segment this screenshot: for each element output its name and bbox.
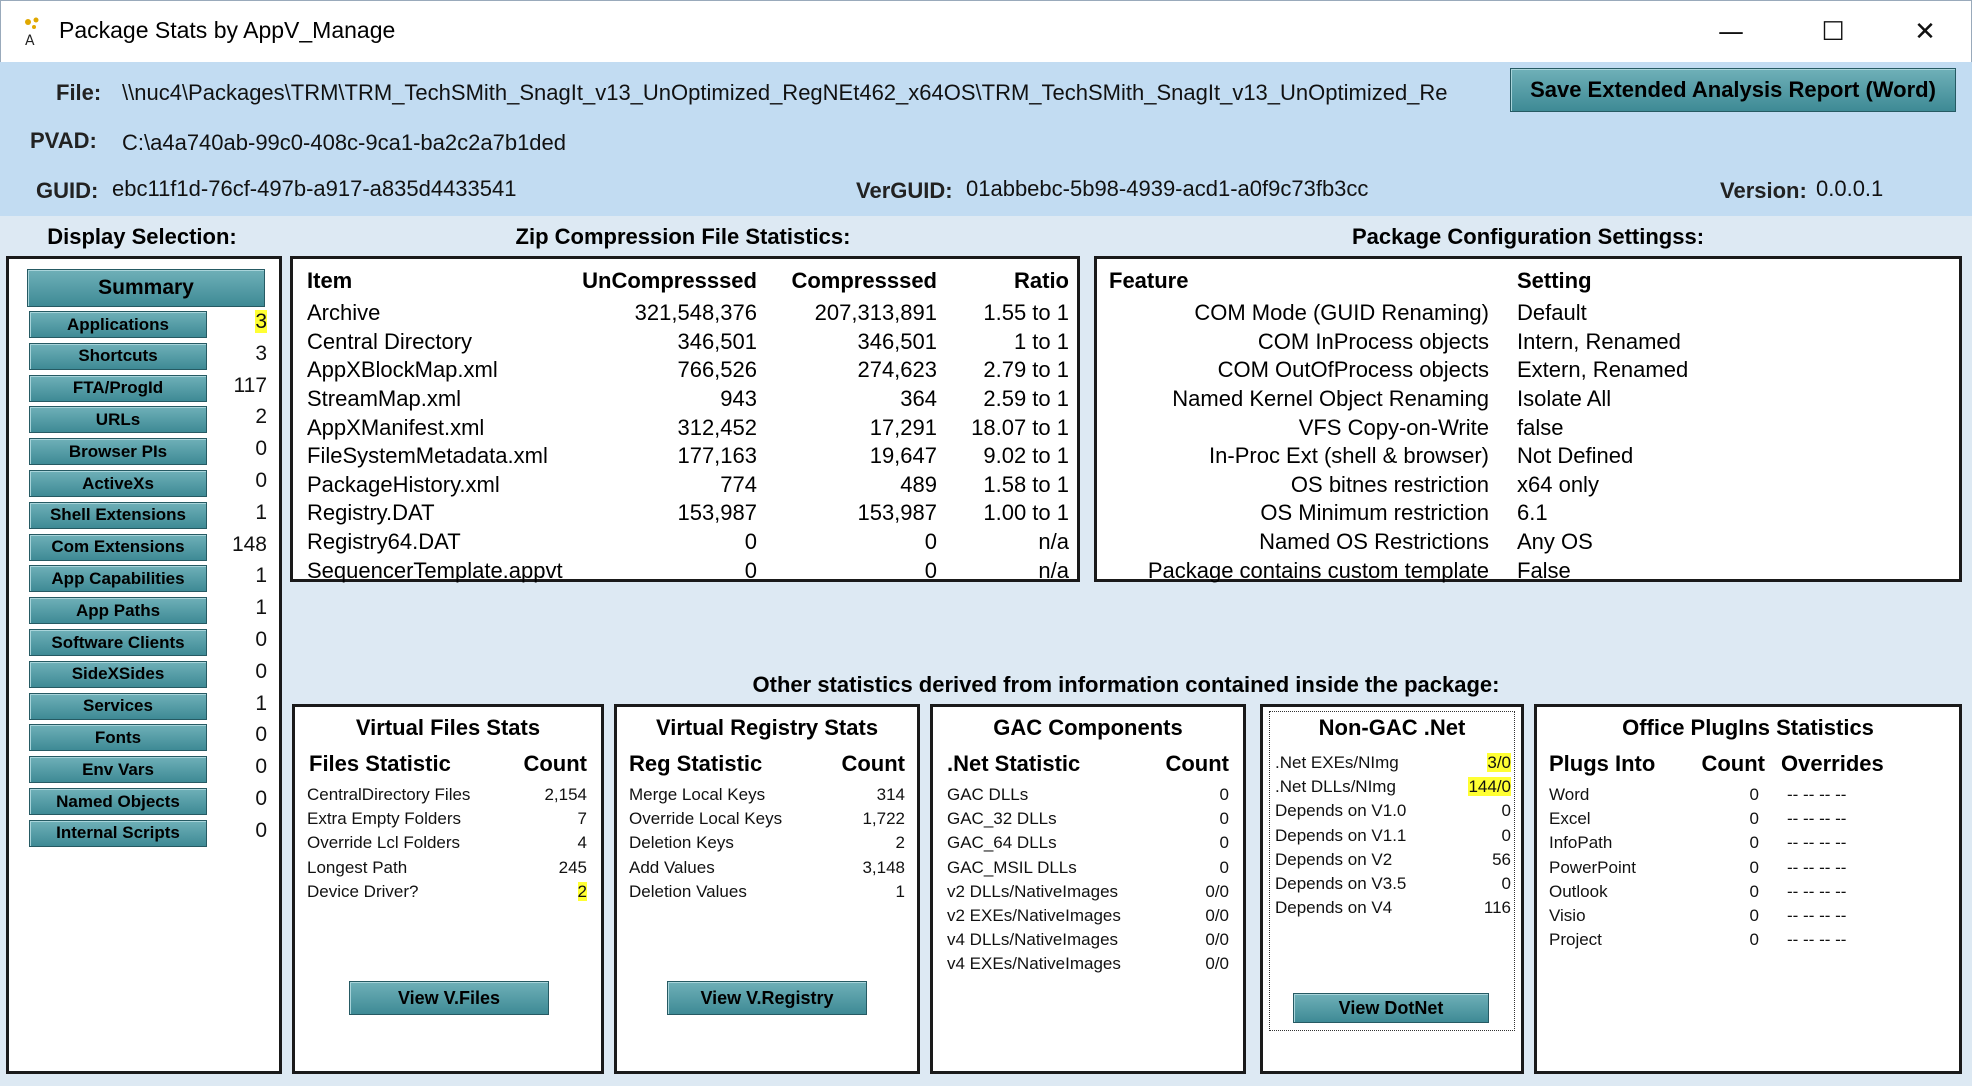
zip-row bbox=[307, 471, 1069, 500]
config-feature: COM InProcess objects bbox=[1257, 328, 1489, 354]
col-ratio: Ratio bbox=[1014, 268, 1069, 293]
zip-stats-panel bbox=[290, 256, 1080, 582]
zip-ratio: n/a bbox=[1038, 529, 1069, 555]
zip-ratio: 1.00 to 1 bbox=[983, 500, 1069, 526]
nongac-row-value-text: 116 bbox=[1483, 898, 1511, 918]
config-feature: COM Mode (GUID Renaming) bbox=[1194, 300, 1489, 326]
nav-count bbox=[217, 374, 267, 398]
zip-stats-table bbox=[307, 263, 1069, 585]
zip-compressed: 19,647 bbox=[869, 443, 937, 469]
vreg-row-label: Deletion Values bbox=[629, 881, 747, 901]
title-bar bbox=[0, 0, 1972, 62]
config-setting: Intern, Renamed bbox=[1517, 328, 1681, 354]
gac-row-value bbox=[1129, 809, 1229, 829]
vfiles-row-label: Extra Empty Folders bbox=[307, 809, 461, 829]
non-gac-net-panel bbox=[1260, 704, 1524, 1074]
version-value: 0.0.0.1 bbox=[1816, 176, 1884, 201]
nav-item-activexs[interactable]: ActiveXs bbox=[29, 470, 207, 497]
vreg-row-label: Merge Local Keys bbox=[629, 785, 766, 804]
nav-item-fta-progid[interactable]: FTA/ProgId bbox=[29, 375, 207, 402]
vfiles-row-value-text: 2 bbox=[577, 881, 587, 901]
zip-row bbox=[307, 499, 1069, 528]
nongac-row-value bbox=[1411, 753, 1511, 773]
nav-count bbox=[217, 755, 267, 779]
nav-count bbox=[217, 533, 267, 557]
gac-row-label: v4 EXEs/NativeImages bbox=[947, 954, 1121, 974]
vfiles-row-label: CentralDirectory Files bbox=[307, 785, 471, 804]
gac-row-value-text: 0/0 bbox=[1205, 906, 1229, 925]
config-header-row bbox=[1109, 263, 1949, 299]
zip-compressed: 0 bbox=[924, 529, 937, 555]
nav-count bbox=[217, 501, 267, 525]
version-label: Version: bbox=[1720, 178, 1807, 203]
file-label: File: bbox=[56, 80, 102, 105]
office-row-label: InfoPath bbox=[1549, 833, 1613, 853]
zip-item: SequencerTemplate.appvt bbox=[307, 557, 563, 583]
office-col-plugs: Plugs Into bbox=[1549, 751, 1656, 776]
col-compressed: Compresssed bbox=[791, 268, 937, 293]
office-col-overrides: Overrides bbox=[1781, 751, 1884, 776]
nav-item-shortcuts[interactable]: Shortcuts bbox=[29, 343, 207, 370]
office-title: Office PlugIns Statistics bbox=[1622, 715, 1874, 740]
nav-item-named-objects[interactable]: Named Objects bbox=[29, 788, 207, 815]
zip-row bbox=[307, 299, 1069, 328]
nav-count bbox=[217, 723, 267, 747]
zip-uncompressed: 774 bbox=[720, 471, 757, 497]
zip-uncompressed: 312,452 bbox=[677, 414, 757, 440]
vfiles-row-value bbox=[487, 882, 587, 902]
gac-col-count: Count bbox=[1165, 751, 1229, 776]
zip-row bbox=[307, 442, 1069, 471]
zip-ratio: 1 to 1 bbox=[1013, 328, 1069, 354]
nav-count-value: 0 bbox=[255, 755, 267, 779]
zip-compressed: 274,623 bbox=[857, 357, 937, 383]
config-row bbox=[1109, 356, 1949, 385]
gac-row-value bbox=[1129, 906, 1229, 926]
zip-ratio: n/a bbox=[1038, 557, 1069, 583]
vreg-row-value bbox=[805, 858, 905, 878]
vreg-row-value-text: 3,148 bbox=[862, 857, 905, 877]
nongac-row-label: Depends on V4 bbox=[1275, 898, 1393, 918]
verguid-label: VerGUID: bbox=[856, 178, 953, 203]
col-uncompressed: UnCompresssed bbox=[582, 268, 757, 293]
office-row-count: 0 bbox=[1749, 809, 1759, 829]
gac-row-value bbox=[1129, 954, 1229, 974]
config-setting: false bbox=[1517, 414, 1564, 440]
vreg-row-value-text: 314 bbox=[876, 785, 905, 804]
nongac-row-value bbox=[1411, 850, 1511, 870]
vfiles-row-value-text: 4 bbox=[577, 833, 587, 853]
nav-count bbox=[217, 437, 267, 461]
office-row-count: 0 bbox=[1749, 857, 1759, 877]
zip-item: Archive bbox=[307, 300, 381, 326]
gac-row-label: GAC DLLs bbox=[947, 785, 1029, 804]
nongac-row-value-text: 144/0 bbox=[1468, 777, 1511, 797]
office-row-overrides: -- -- -- -- bbox=[1787, 833, 1847, 853]
gac-row-label: GAC_64 DLLs bbox=[947, 833, 1057, 853]
summary-button[interactable]: Summary bbox=[27, 269, 265, 307]
vreg-col-count: Count bbox=[841, 751, 905, 776]
view-vfiles-button[interactable]: View V.Files bbox=[349, 981, 549, 1015]
nav-item-com-extensions[interactable]: Com Extensions bbox=[29, 534, 207, 561]
gac-row-label: v4 DLLs/NativeImages bbox=[947, 930, 1119, 950]
nav-count-value: 1 bbox=[255, 596, 267, 620]
pvad-label: PVAD: bbox=[30, 128, 97, 153]
config-row bbox=[1109, 471, 1949, 500]
nav-count-value: 0 bbox=[255, 437, 267, 461]
nav-count-value: 2 bbox=[255, 405, 267, 429]
nav-count bbox=[217, 564, 267, 588]
main-area bbox=[0, 216, 1972, 1086]
zip-header-row bbox=[307, 263, 1069, 299]
gac-row-value bbox=[1129, 858, 1229, 878]
nongac-row-label: .Net EXEs/NImg bbox=[1275, 753, 1399, 772]
nongac-row-value bbox=[1411, 898, 1511, 918]
minimize-button[interactable]: — bbox=[1718, 17, 1744, 47]
zip-row bbox=[307, 413, 1069, 442]
gac-row-value bbox=[1129, 833, 1229, 853]
zip-ratio: 1.58 to 1 bbox=[983, 471, 1069, 497]
zip-ratio: 1.55 to 1 bbox=[983, 300, 1069, 326]
vreg-title: Virtual Registry Stats bbox=[655, 715, 879, 740]
nav-count-value: 0 bbox=[255, 787, 267, 810]
office-row-label: PowerPoint bbox=[1549, 857, 1636, 877]
vfiles-row-label: Longest Path bbox=[307, 857, 408, 877]
zip-compressed: 346,501 bbox=[857, 328, 937, 354]
config-row bbox=[1109, 442, 1949, 471]
nav-item-sidexsides[interactable]: SideXSides bbox=[29, 661, 207, 688]
vfiles-row-label: Override Lcl Folders bbox=[307, 833, 461, 853]
zip-uncompressed: 0 bbox=[744, 529, 757, 555]
zip-ratio: 9.02 to 1 bbox=[983, 443, 1069, 469]
config-feature: OS Minimum restriction bbox=[1260, 500, 1489, 526]
office-row-count: 0 bbox=[1749, 833, 1759, 853]
vfiles-row-value-text: 7 bbox=[577, 809, 587, 829]
vreg-row-value bbox=[805, 785, 905, 805]
gac-row-value-text: 0/0 bbox=[1205, 954, 1229, 974]
nav-count-value: 3 bbox=[255, 310, 267, 333]
nav-count-value: 3 bbox=[255, 341, 267, 365]
zip-item: PackageHistory.xml bbox=[307, 471, 500, 497]
zip-item: AppXBlockMap.xml bbox=[307, 357, 498, 383]
nongac-row-value-text: 56 bbox=[1492, 849, 1511, 869]
nav-item-fonts[interactable]: Fonts bbox=[29, 724, 207, 751]
config-feature: In-Proc Ext (shell & browser) bbox=[1209, 443, 1489, 469]
gac-row-value-text: 0 bbox=[1219, 857, 1229, 877]
gac-title: GAC Components bbox=[993, 715, 1183, 740]
nav-count-value: 1 bbox=[255, 564, 267, 588]
vreg-row-value bbox=[805, 833, 905, 853]
zip-ratio: 2.59 to 1 bbox=[983, 386, 1069, 412]
vreg-row-value bbox=[805, 809, 905, 829]
nongac-row-label: Depends on V2 bbox=[1275, 849, 1393, 869]
zip-row bbox=[307, 385, 1069, 414]
nav-count-value: 0 bbox=[255, 818, 267, 842]
config-setting: x64 only bbox=[1517, 471, 1599, 497]
vfiles-row-value-text: 2,154 bbox=[544, 785, 587, 804]
close-button[interactable] bbox=[1885, 11, 1965, 53]
zip-uncompressed: 943 bbox=[720, 386, 757, 412]
nav-item-browser-pis[interactable]: Browser PIs bbox=[29, 438, 207, 465]
nav-item-urls[interactable]: URLs bbox=[29, 406, 207, 433]
vreg-row-label: Deletion Keys bbox=[629, 833, 734, 853]
gac-row-value bbox=[1129, 882, 1229, 902]
other-stats-title: Other statistics derived from information contained inside the package: bbox=[752, 672, 1500, 697]
nav-count bbox=[217, 596, 267, 620]
nongac-title: Non-GAC .Net bbox=[1318, 715, 1466, 740]
view-dotnet-button[interactable]: View DotNet bbox=[1293, 993, 1489, 1023]
zip-uncompressed: 346,501 bbox=[677, 328, 757, 354]
nav-count-value: 0 bbox=[255, 659, 267, 683]
config-feature: Named Kernel Object Renaming bbox=[1172, 386, 1489, 412]
vreg-row-value-text: 2 bbox=[895, 833, 905, 853]
zip-uncompressed: 177,163 bbox=[677, 443, 757, 469]
zip-compressed: 364 bbox=[900, 386, 937, 412]
config-setting: Extern, Renamed bbox=[1517, 357, 1689, 383]
zip-compressed: 153,987 bbox=[857, 500, 937, 526]
nav-count bbox=[217, 692, 267, 716]
office-row-label: Project bbox=[1549, 930, 1602, 950]
office-row-label: Visio bbox=[1549, 906, 1586, 925]
vreg-row-value-text: 1,722 bbox=[862, 809, 905, 829]
config-feature: Package contains custom template bbox=[1147, 557, 1489, 583]
nav-count bbox=[217, 342, 267, 366]
nav-count-value: 117 bbox=[233, 373, 267, 397]
nongac-row-value-text: 3/0 bbox=[1487, 753, 1511, 772]
maximize-icon: ☐ bbox=[1821, 17, 1845, 47]
gac-row-value-text: 0/0 bbox=[1205, 881, 1229, 901]
nongac-row-label: Depends on V3.5 bbox=[1275, 874, 1407, 893]
config-feature: VFS Copy-on-Write bbox=[1298, 414, 1489, 440]
config-feature: COM OutOfProcess objects bbox=[1217, 357, 1489, 383]
config-panel bbox=[1094, 256, 1962, 582]
vfiles-row-label: Device Driver? bbox=[307, 881, 419, 901]
nav-count bbox=[217, 660, 267, 684]
nav-item-services[interactable]: Services bbox=[29, 693, 207, 720]
vreg-row-label: Override Local Keys bbox=[629, 809, 783, 829]
view-vregistry-button[interactable]: View V.Registry bbox=[667, 981, 867, 1015]
office-row-count: 0 bbox=[1749, 906, 1759, 925]
nav-count-value: 0 bbox=[255, 628, 267, 651]
maximize-button[interactable] bbox=[1793, 11, 1873, 53]
config-title: Package Configuration Settingss: bbox=[1351, 224, 1705, 249]
zip-item: AppXManifest.xml bbox=[307, 414, 485, 440]
vfiles-row-value bbox=[487, 858, 587, 878]
config-feature: Named OS Restrictions bbox=[1259, 529, 1489, 555]
config-feature: OS bitnes restriction bbox=[1290, 471, 1489, 497]
zip-item: FileSystemMetadata.xml bbox=[307, 443, 548, 469]
zip-compressed: 207,313,891 bbox=[814, 300, 937, 326]
config-row bbox=[1109, 385, 1949, 414]
virtual-files-panel bbox=[292, 704, 604, 1074]
col-item: Item bbox=[307, 268, 353, 293]
nav-item-app-paths[interactable]: App Paths bbox=[29, 597, 207, 624]
zip-row bbox=[307, 528, 1069, 557]
nav-item-env-vars[interactable]: Env Vars bbox=[29, 756, 207, 783]
zip-item: Central Directory bbox=[307, 328, 473, 354]
gac-row-label: GAC_MSIL DLLs bbox=[947, 857, 1077, 877]
zip-uncompressed: 0 bbox=[744, 557, 757, 583]
col-feature: Feature bbox=[1109, 268, 1189, 293]
gac-components-panel bbox=[930, 704, 1246, 1074]
gac-row-label: v2 EXEs/NativeImages bbox=[947, 906, 1121, 925]
nav-count bbox=[217, 469, 267, 493]
window-title: Package Stats by AppV_Manage bbox=[59, 17, 396, 43]
nongac-row-label: Depends on V1.0 bbox=[1275, 801, 1407, 821]
config-setting: 6.1 bbox=[1517, 500, 1548, 526]
office-row-overrides: -- -- -- -- bbox=[1787, 809, 1847, 829]
office-row-count: 0 bbox=[1749, 930, 1759, 950]
vfiles-row-value bbox=[487, 785, 587, 805]
gac-col-stat: .Net Statistic bbox=[947, 751, 1081, 776]
office-row-overrides: -- -- -- -- bbox=[1787, 881, 1847, 901]
nongac-row-value bbox=[1411, 801, 1511, 821]
nav-item-app-capabilities[interactable]: App Capabilities bbox=[29, 565, 207, 592]
svg-text:A: A bbox=[25, 33, 35, 47]
gac-row-value-text: 0 bbox=[1219, 833, 1229, 853]
zip-row bbox=[307, 356, 1069, 385]
office-row-overrides: -- -- -- -- bbox=[1787, 785, 1847, 804]
vreg-row-value-text: 1 bbox=[895, 881, 905, 901]
office-row-overrides: -- -- -- -- bbox=[1787, 930, 1847, 950]
vfiles-row-value bbox=[487, 833, 587, 853]
zip-ratio: 18.07 to 1 bbox=[971, 414, 1069, 440]
zip-row bbox=[307, 556, 1069, 585]
vfiles-row-value-text: 245 bbox=[558, 857, 587, 877]
close-icon: ✕ bbox=[1914, 17, 1936, 47]
nav-count bbox=[217, 787, 267, 811]
zip-compressed: 17,291 bbox=[869, 414, 937, 440]
zip-uncompressed: 153,987 bbox=[677, 500, 757, 526]
zip-item: Registry.DAT bbox=[307, 500, 435, 526]
nongac-row-value-text: 0 bbox=[1501, 874, 1511, 893]
vfiles-row-value bbox=[487, 809, 587, 829]
vfiles-title: Virtual Files Stats bbox=[355, 715, 541, 740]
config-setting: Any OS bbox=[1517, 529, 1593, 555]
nav-item-software-clients[interactable]: Software Clients bbox=[29, 629, 207, 656]
nongac-row-value-text: 0 bbox=[1501, 801, 1511, 821]
config-row bbox=[1109, 299, 1949, 328]
verguid-value: 01abbebc-5b98-4939-acd1-a0f9c73fb3cc bbox=[966, 176, 1369, 201]
zip-item: Registry64.DAT bbox=[307, 529, 461, 555]
app-icon bbox=[23, 17, 47, 47]
zip-ratio: 2.79 to 1 bbox=[983, 357, 1069, 383]
nongac-row-label: .Net DLLs/NImg bbox=[1275, 777, 1396, 797]
nav-count bbox=[217, 310, 267, 334]
pvad-value: C:\a4a740ab-99c0-408c-9ca1-ba2c2a7b1ded bbox=[122, 130, 567, 155]
office-plugins-panel bbox=[1534, 704, 1962, 1074]
config-setting: False bbox=[1517, 557, 1571, 583]
vfiles-col-stat: Files Statistic bbox=[309, 751, 451, 776]
office-row-label: Word bbox=[1549, 785, 1590, 804]
config-row bbox=[1109, 328, 1949, 357]
config-setting: Isolate All bbox=[1517, 386, 1612, 412]
office-row-label: Excel bbox=[1549, 809, 1591, 829]
file-path: \\nuc4\Packages\TRM\TRM_TechSMith_SnagIt_v13_UnOptimized_RegNEt462_x64OS\TRM_TechSMith_SnagIt_v13_UnOptimized_Re bbox=[122, 80, 1448, 105]
nav-item-applications[interactable]: Applications bbox=[29, 311, 207, 338]
office-row-overrides: -- -- -- -- bbox=[1787, 906, 1847, 925]
config-row bbox=[1109, 499, 1949, 528]
nav-count bbox=[217, 819, 267, 843]
config-row bbox=[1109, 413, 1949, 442]
nav-count bbox=[217, 405, 267, 429]
nav-count-value: 0 bbox=[255, 469, 267, 492]
gac-row-value-text: 0/0 bbox=[1205, 930, 1229, 950]
nongac-row-label: Depends on V1.1 bbox=[1275, 825, 1407, 845]
vreg-col-stat: Reg Statistic bbox=[629, 751, 763, 776]
vreg-row-value bbox=[805, 882, 905, 902]
office-row-count: 0 bbox=[1749, 881, 1759, 901]
office-col-count: Count bbox=[1701, 751, 1765, 776]
gac-row-value-text: 0 bbox=[1219, 809, 1229, 829]
office-row-overrides: -- -- -- -- bbox=[1787, 857, 1847, 877]
config-setting: Not Defined bbox=[1517, 443, 1634, 469]
nav-count-value: 0 bbox=[255, 723, 267, 747]
vreg-row-label: Add Values bbox=[629, 857, 715, 877]
nav-count-value: 1 bbox=[255, 691, 267, 715]
zip-compressed: 0 bbox=[924, 557, 937, 583]
gac-row-value bbox=[1129, 785, 1229, 805]
save-report-button[interactable]: Save Extended Analysis Report (Word) bbox=[1510, 68, 1956, 112]
nav-count bbox=[217, 628, 267, 652]
zip-item: StreamMap.xml bbox=[307, 386, 462, 412]
gac-row-value-text: 0 bbox=[1219, 785, 1229, 804]
office-row-label: Outlook bbox=[1549, 881, 1608, 901]
nongac-row-value-text: 0 bbox=[1501, 825, 1511, 845]
zip-stats-title: Zip Compression File Statistics: bbox=[515, 224, 851, 249]
gac-row-label: v2 DLLs/NativeImages bbox=[947, 881, 1119, 901]
virtual-registry-panel bbox=[614, 704, 920, 1074]
gac-row-value bbox=[1129, 930, 1229, 950]
nav-count-value: 1 bbox=[255, 500, 267, 524]
col-setting: Setting bbox=[1517, 268, 1592, 293]
config-row bbox=[1109, 556, 1949, 585]
zip-uncompressed: 321,548,376 bbox=[634, 300, 757, 326]
nongac-row-value bbox=[1411, 874, 1511, 894]
display-selection-panel bbox=[6, 256, 282, 1074]
zip-compressed: 489 bbox=[900, 471, 937, 497]
nongac-row-value bbox=[1411, 826, 1511, 846]
gac-row-label: GAC_32 DLLs bbox=[947, 809, 1057, 829]
nav-item-shell-extensions[interactable]: Shell Extensions bbox=[29, 502, 207, 529]
config-table bbox=[1109, 263, 1949, 585]
vfiles-col-count: Count bbox=[523, 751, 587, 776]
guid-label: GUID: bbox=[36, 178, 99, 203]
guid-value: ebc11f1d-76cf-497b-a917-a835d4433541 bbox=[112, 176, 517, 201]
package-header bbox=[0, 62, 1972, 216]
zip-row bbox=[307, 328, 1069, 357]
config-setting: Default bbox=[1517, 300, 1587, 326]
display-selection-title: Display Selection: bbox=[47, 224, 237, 249]
nav-count-value: 148 bbox=[231, 532, 267, 556]
zip-uncompressed: 766,526 bbox=[677, 357, 757, 383]
config-row bbox=[1109, 528, 1949, 557]
nongac-row-value bbox=[1411, 777, 1511, 797]
nav-item-internal-scripts[interactable]: Internal Scripts bbox=[29, 820, 207, 847]
office-row-count: 0 bbox=[1749, 785, 1759, 804]
